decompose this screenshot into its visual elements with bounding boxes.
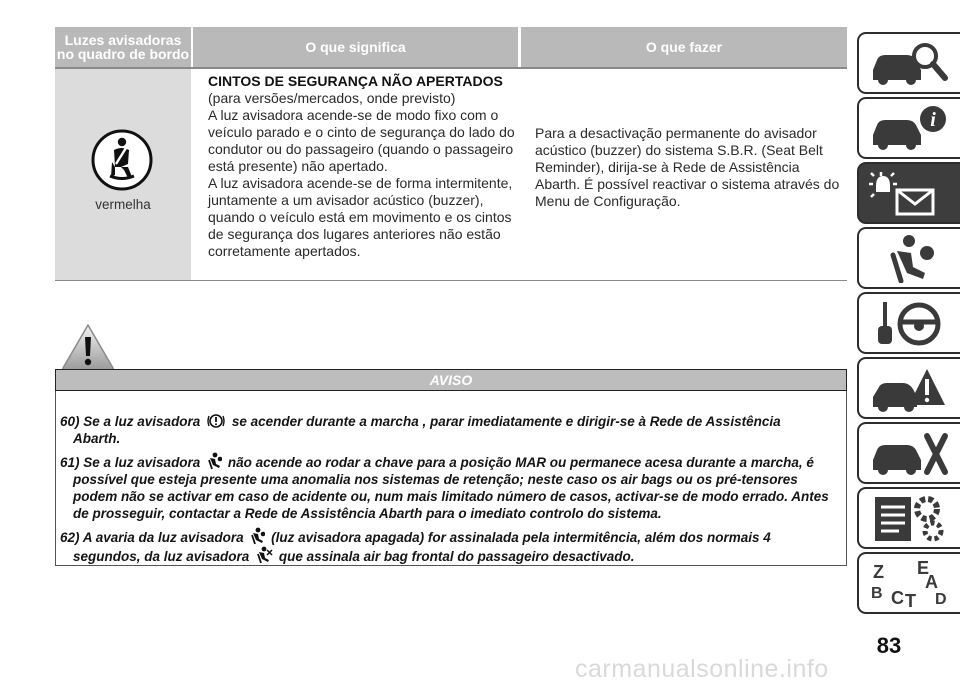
meaning-title: CINTOS DE SEGURANÇA NÃO APERTADOS <box>208 73 503 89</box>
warning-light-message-icon <box>869 168 953 218</box>
what-to-do-cell: Para a desactivação permanente do avisador acústico (buzzer) do sistema S.B.R. (Seat Belt Reminder), dirija-se à Rede de Assistência Abarth. É possível reactivar o sistema através do Menu de Configuração. <box>535 125 840 209</box>
key-steering-wheel-icon <box>869 298 953 348</box>
exclamation-lamp-icon <box>206 413 226 429</box>
page-number: 83 <box>876 633 902 658</box>
svg-text:i: i <box>930 109 936 131</box>
warning-note-61 <box>60 452 845 522</box>
index-letter: D <box>935 591 947 608</box>
tab-car-info[interactable] <box>857 97 960 159</box>
tab-index[interactable] <box>857 552 960 614</box>
tab-car-magnifier[interactable] <box>857 32 960 94</box>
watermark: carmanualsonline.info <box>575 655 829 683</box>
warning-note-62 <box>60 527 845 565</box>
tab-key-steering[interactable] <box>857 292 960 354</box>
index-letter: B <box>871 585 883 602</box>
index-letter: T <box>905 591 916 608</box>
header-col-meaning: O que significa <box>193 27 518 67</box>
note-continuation <box>60 546 845 565</box>
index-letter: Z <box>873 562 884 582</box>
note-text: 61) Se a luz avisadora <box>60 455 201 470</box>
note-text: Abarth. <box>73 431 121 446</box>
tab-car-tools[interactable] <box>857 422 960 484</box>
note-text: se acender durante a marcha , parar imediatamente e dirigir-se à Rede de Assistência <box>231 414 781 429</box>
note-text: 62) A avaria da luz avisadora <box>60 530 244 545</box>
note-text: não acende ao rodar a chave para a posição MAR ou permanece acesa durante a marcha, é <box>227 455 814 470</box>
meaning-cell <box>208 73 526 260</box>
light-color-label: vermelha <box>95 197 151 212</box>
note-text: que assinala air bag frontal do passageiro desactivado. <box>278 549 635 564</box>
document-gear-icon <box>869 493 953 543</box>
header-col-warning-lights <box>55 27 191 67</box>
car-hazard-icon <box>869 363 953 413</box>
header-col1-line1: Luzes avisadoras <box>64 32 182 48</box>
warning-triangle-icon <box>60 322 116 372</box>
car-info-icon <box>869 103 953 153</box>
tab-seat-airbag[interactable] <box>857 227 960 289</box>
car-tools-icon <box>869 428 953 478</box>
index-letter: E <box>917 558 930 578</box>
airbag-lamp-icon <box>206 452 222 470</box>
note-text: (luz avisadora apagada) for assinalada pela intermitência, além dos normais 4 <box>271 530 771 545</box>
tab-warning-lights[interactable] <box>857 162 960 224</box>
index-letter: C <box>891 588 904 608</box>
note-text: segundos, da luz avisadora <box>73 549 250 564</box>
tab-document-gear[interactable] <box>857 487 960 549</box>
meaning-paragraph: A luz avisadora acende-se de forma intermitente, juntamente a um avisador acústico (buzzer), quando o veículo está em movimento e os cintos de segurança dos lugares anteriores não estão corretamente apertados. <box>208 175 513 259</box>
meaning-paragraph: A luz avisadora acende-se de modo fixo com o veículo parado e o cinto de segurança do lado do condutor ou do passageiro (quando o passageiro está presente) não apertado. <box>208 107 515 174</box>
warning-title-bar: AVISO <box>55 369 847 391</box>
warning-notes <box>60 413 845 570</box>
header-col1-line2: no quadro de bordo <box>56 46 190 62</box>
note-text: possível que esteja presente uma anomalia nos sistemas de retenção; neste caso os air bags ou os pré-tensores podem não se activar em caso de acidente ou, num mais limitado número de casos, activar-se de modo errado. Antes de prosseguir, contactar a Rede de Assistência Abarth para o imediato controlo do sistema. <box>73 472 829 521</box>
meaning-paragraph: (para versões/mercados, onde previsto) <box>208 90 456 106</box>
seat-airbag-icon <box>869 233 953 283</box>
index-letter: A <box>925 572 938 592</box>
index-letters-icon <box>869 558 953 608</box>
header-col-what-to-do: O que fazer <box>521 27 847 67</box>
warning-note-60 <box>60 413 845 447</box>
airbag-lamp-icon <box>249 527 265 545</box>
passenger-airbag-off-icon <box>255 546 273 564</box>
row-divider <box>55 280 847 281</box>
car-magnifier-icon <box>869 38 953 88</box>
note-text: 60) Se a luz avisadora <box>60 414 201 429</box>
tab-car-hazard[interactable] <box>857 357 960 419</box>
seatbelt-warning-icon <box>91 129 153 191</box>
